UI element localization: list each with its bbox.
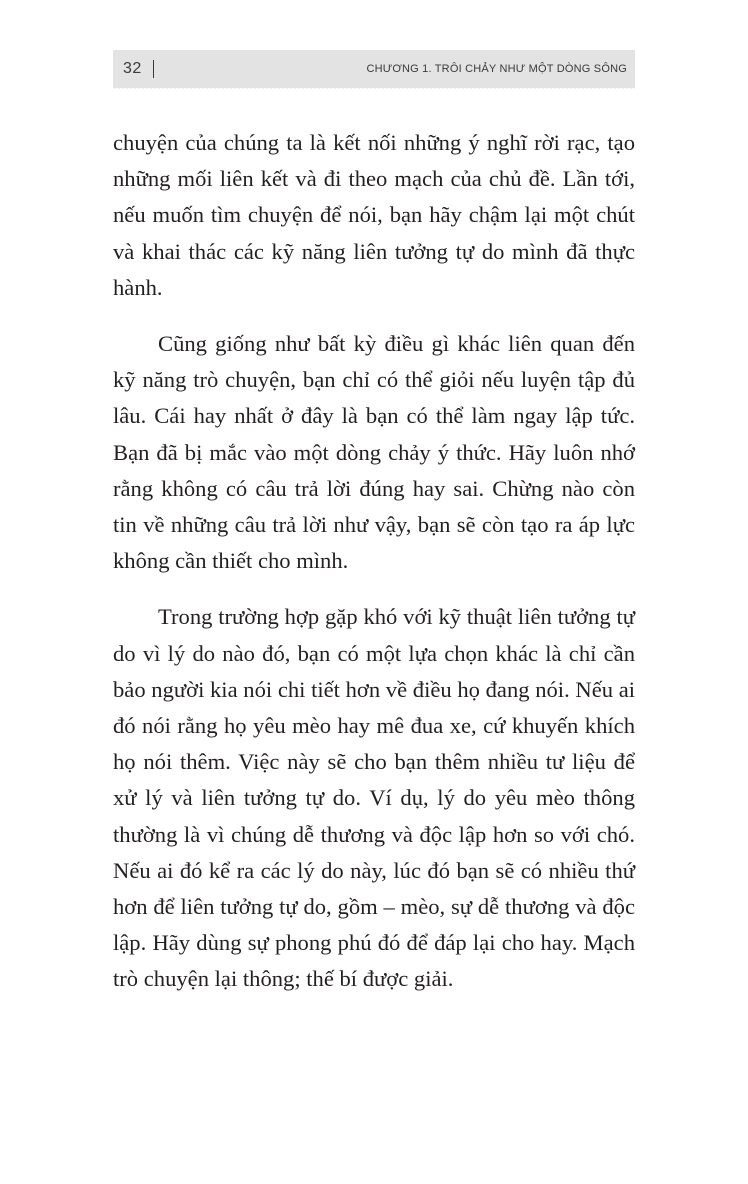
page-number: 32 [123,60,142,77]
chapter-title: CHƯƠNG 1. TRÔI CHẢY NHƯ MỘT DÒNG SÔNG [366,63,627,75]
paragraph-alternative: Trong trường hợp gặp khó với kỹ thuật liên tưởng tự do vì lý do nào đó, bạn có một lựa chọn khác là chỉ cần bảo người kia nói chi tiết hơn về điều họ đang nói. Nếu ai đó nói rằng họ yêu mèo hay mê đua xe, cứ khuyến khích họ nói thêm. Việc này sẽ cho bạn thêm nhiều tư liệu để xử lý và liên tưởng tự do. Ví dụ, lý do yêu mèo thông thường là vì chúng dễ thương và độc lập hơn so với chó. Nếu ai đó kể ra các lý do này, lúc đó bạn sẽ có nhiều thứ hơn để liên tưởng tự do, gồm – mèo, sự dễ thương và độc lập. Hãy dùng sự phong phú đó để đáp lại cho hay. Mạch trò chuyện lại thông; thế bí được giải. [113,604,635,992]
header-divider [153,60,154,78]
paragraph-continuation: chuyện của chúng ta là kết nối những ý nghĩ rời rạc, tạo những mối liên kết và đi theo mạch của chủ đề. Lần tới, nếu muốn tìm chuyện để nói, bạn hãy chậm lại một chút và khai thác các kỹ năng liên tưởng tự do mình đã thực hành. [113,130,635,300]
body-text [113,125,635,1018]
running-header [113,50,635,88]
paragraph-practice: Cũng giống như bất kỳ điều gì khác liên quan đến kỹ năng trò chuyện, bạn chỉ có thể giỏi nếu luyện tập đủ lâu. Cái hay nhất ở đây là bạn có thể làm ngay lập tức. Bạn đã bị mắc vào một dòng chảy ý thức. Hãy luôn nhớ rằng không có câu trả lời đúng hay sai. Chừng nào còn tin về những câu trả lời như vậy, bạn sẽ còn tạo ra áp lực không cần thiết cho mình. [113,331,635,574]
